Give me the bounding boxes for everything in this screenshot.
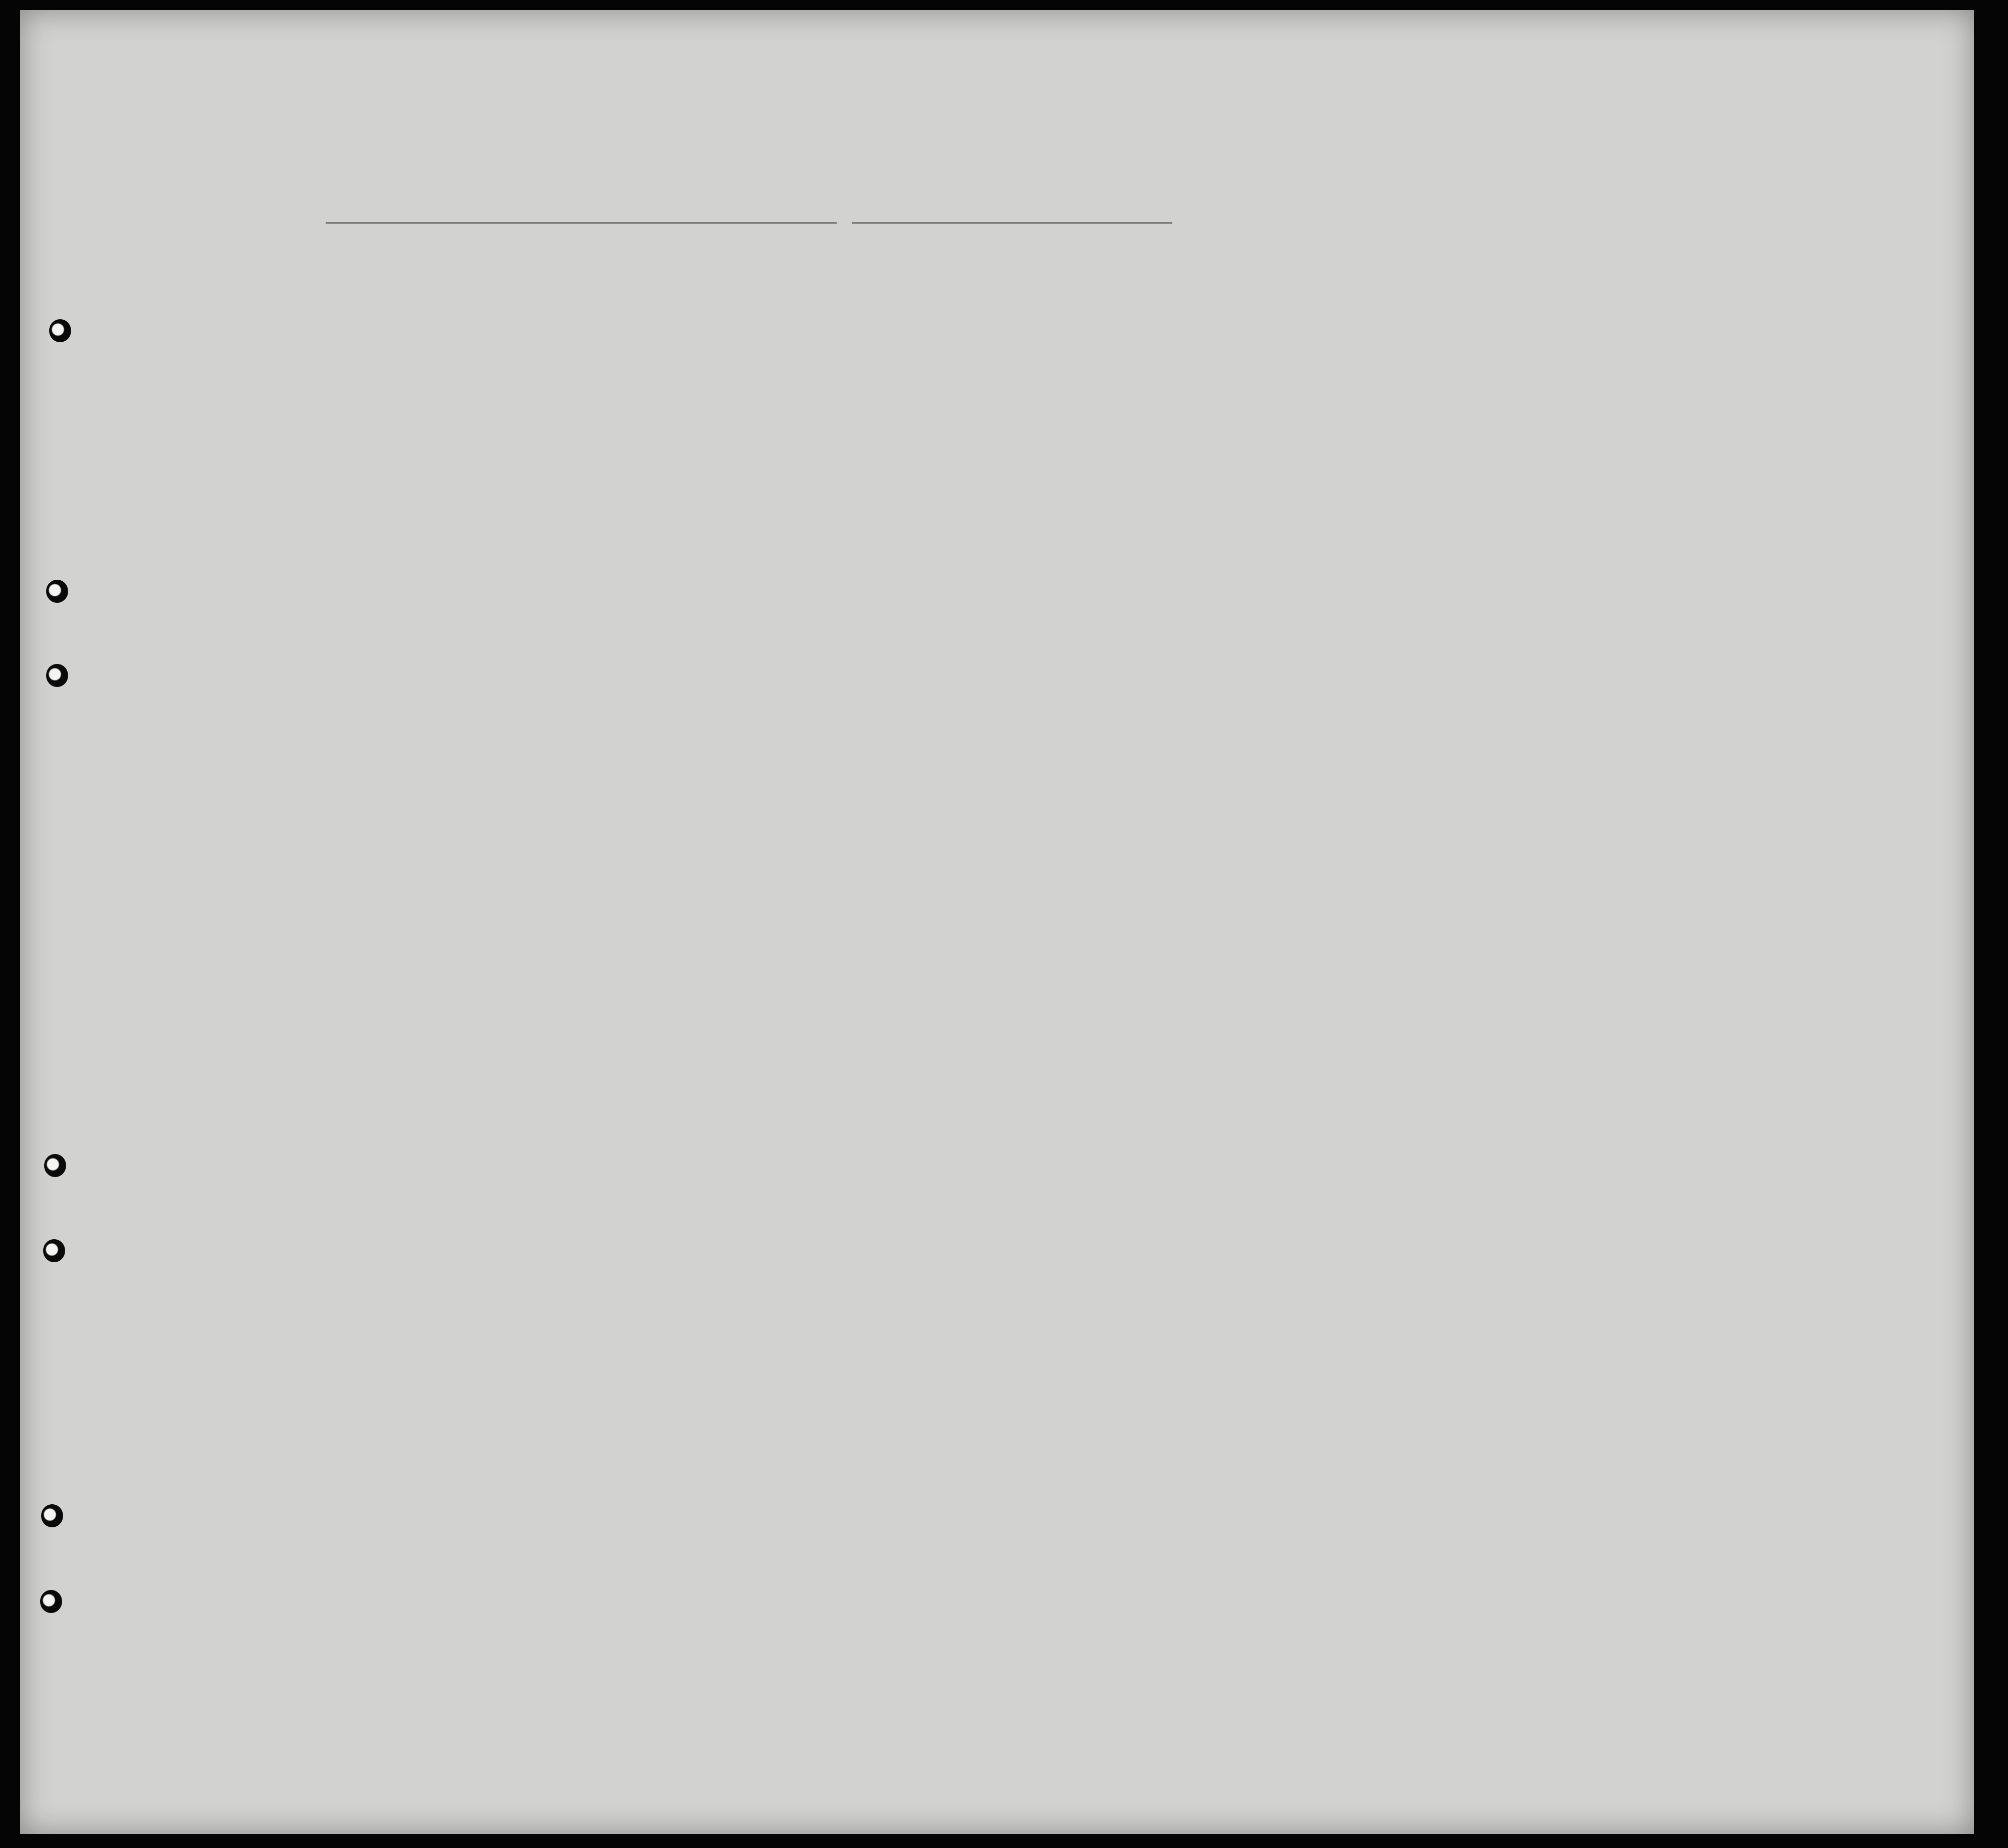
binder-hole-2 bbox=[46, 580, 68, 603]
binder-hole-4 bbox=[44, 1154, 66, 1177]
binder-hole-5 bbox=[43, 1239, 65, 1262]
binder-hole-1 bbox=[49, 319, 71, 342]
binder-hole-6 bbox=[41, 1504, 63, 1527]
binder-hole-3 bbox=[46, 664, 68, 687]
binder-hole-7 bbox=[40, 1590, 62, 1613]
manifest-sheet bbox=[20, 10, 1974, 1834]
